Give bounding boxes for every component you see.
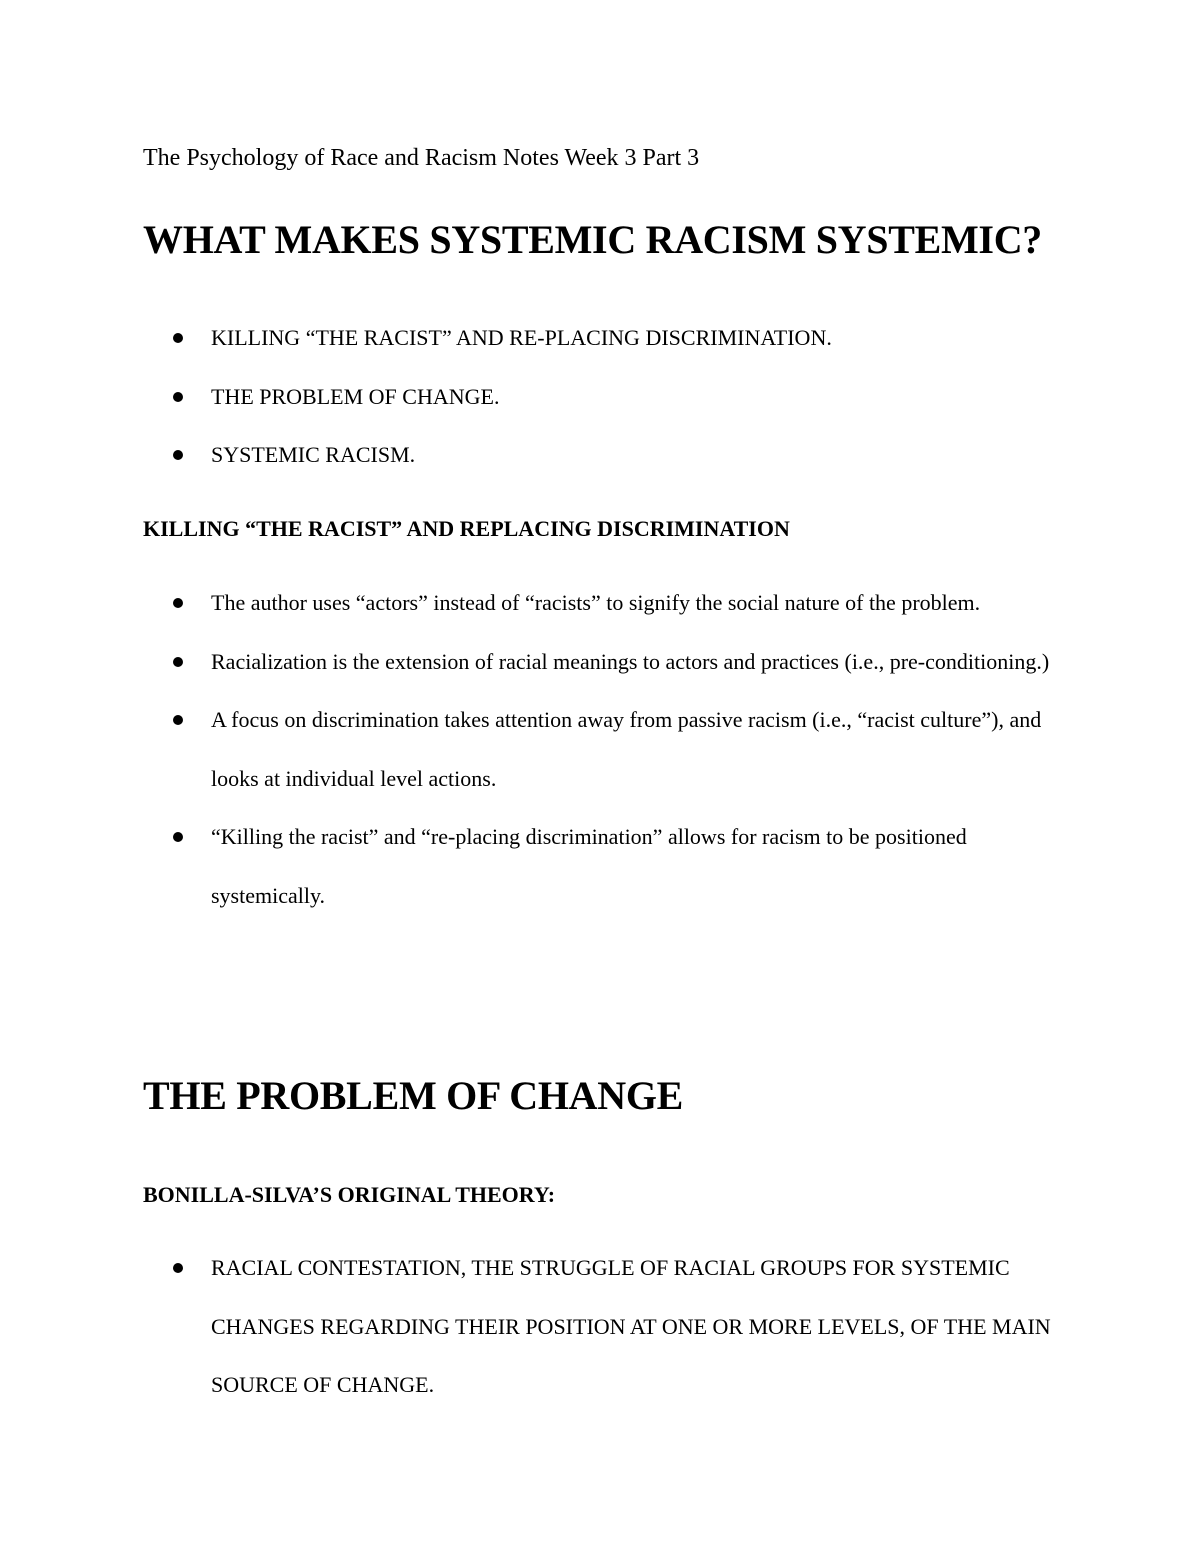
- list-item: [0, 1239, 1200, 1415]
- bullet-icon: [173, 598, 183, 608]
- bullet-icon: [173, 657, 183, 667]
- list-item-text: Racialization is the extension of racial meanings to actors and practices (i.e., pre-conditioning.): [211, 648, 1050, 674]
- bullet-icon: [173, 333, 183, 343]
- heading-the-problem-of-change: THE PROBLEM OF CHANGE: [143, 1073, 684, 1118]
- heading-what-makes-systemic-racism-systemic: WHAT MAKES SYSTEMIC RACISM SYSTEMIC?: [143, 217, 1042, 262]
- bullet-icon: [173, 715, 183, 725]
- list-item: [0, 368, 1200, 427]
- bullet-icon: [173, 392, 183, 402]
- subheading-bonilla-silva-original-theory: BONILLA-SILVA’S ORIGINAL THEORY:: [143, 1182, 556, 1207]
- list-item-text: THE PROBLEM OF CHANGE.: [211, 383, 500, 409]
- list-item-text: SYSTEMIC RACISM.: [211, 442, 416, 467]
- list-item: [0, 426, 1200, 485]
- subheading-killing-the-racist: KILLING “THE RACIST” AND REPLACING DISCRIMINATION: [143, 516, 790, 541]
- list-item: [0, 691, 1200, 808]
- list-item: [0, 808, 1200, 925]
- document-title: The Psychology of Race and Racism Notes Week 3 Part 3: [143, 145, 700, 171]
- list-item-text: “Killing the racist” and “re-placing discrimination” allows for racism to be positioned systemically.: [211, 824, 967, 908]
- list-item-text: RACIAL CONTESTATION, THE STRUGGLE OF RACIAL GROUPS FOR SYSTEMIC CHANGES REGARDING THEIR POSITION AT ONE OR MORE LEVELS, OF THE MAIN SOURCE OF CHANGE.: [211, 1255, 1051, 1397]
- list-item: [0, 309, 1200, 368]
- list-item-text: A focus on discrimination takes attention away from passive racism (i.e., “racist culture”), and looks at individual level actions.: [211, 707, 1042, 791]
- overview-bullet-list: [0, 309, 1200, 485]
- list-item-text: The author uses “actors” instead of “racists” to signify the social nature of the problem.: [211, 590, 981, 615]
- list-item: [0, 574, 1200, 633]
- list-item-text: KILLING “THE RACIST” AND RE-PLACING DISCRIMINATION.: [211, 325, 832, 350]
- killing-bullet-list: [0, 574, 1200, 925]
- bullet-icon: [173, 1263, 183, 1273]
- bullet-icon: [173, 832, 183, 842]
- bonilla-bullet-list: [0, 1239, 1200, 1415]
- bullet-icon: [173, 450, 183, 460]
- list-item: [0, 633, 1200, 692]
